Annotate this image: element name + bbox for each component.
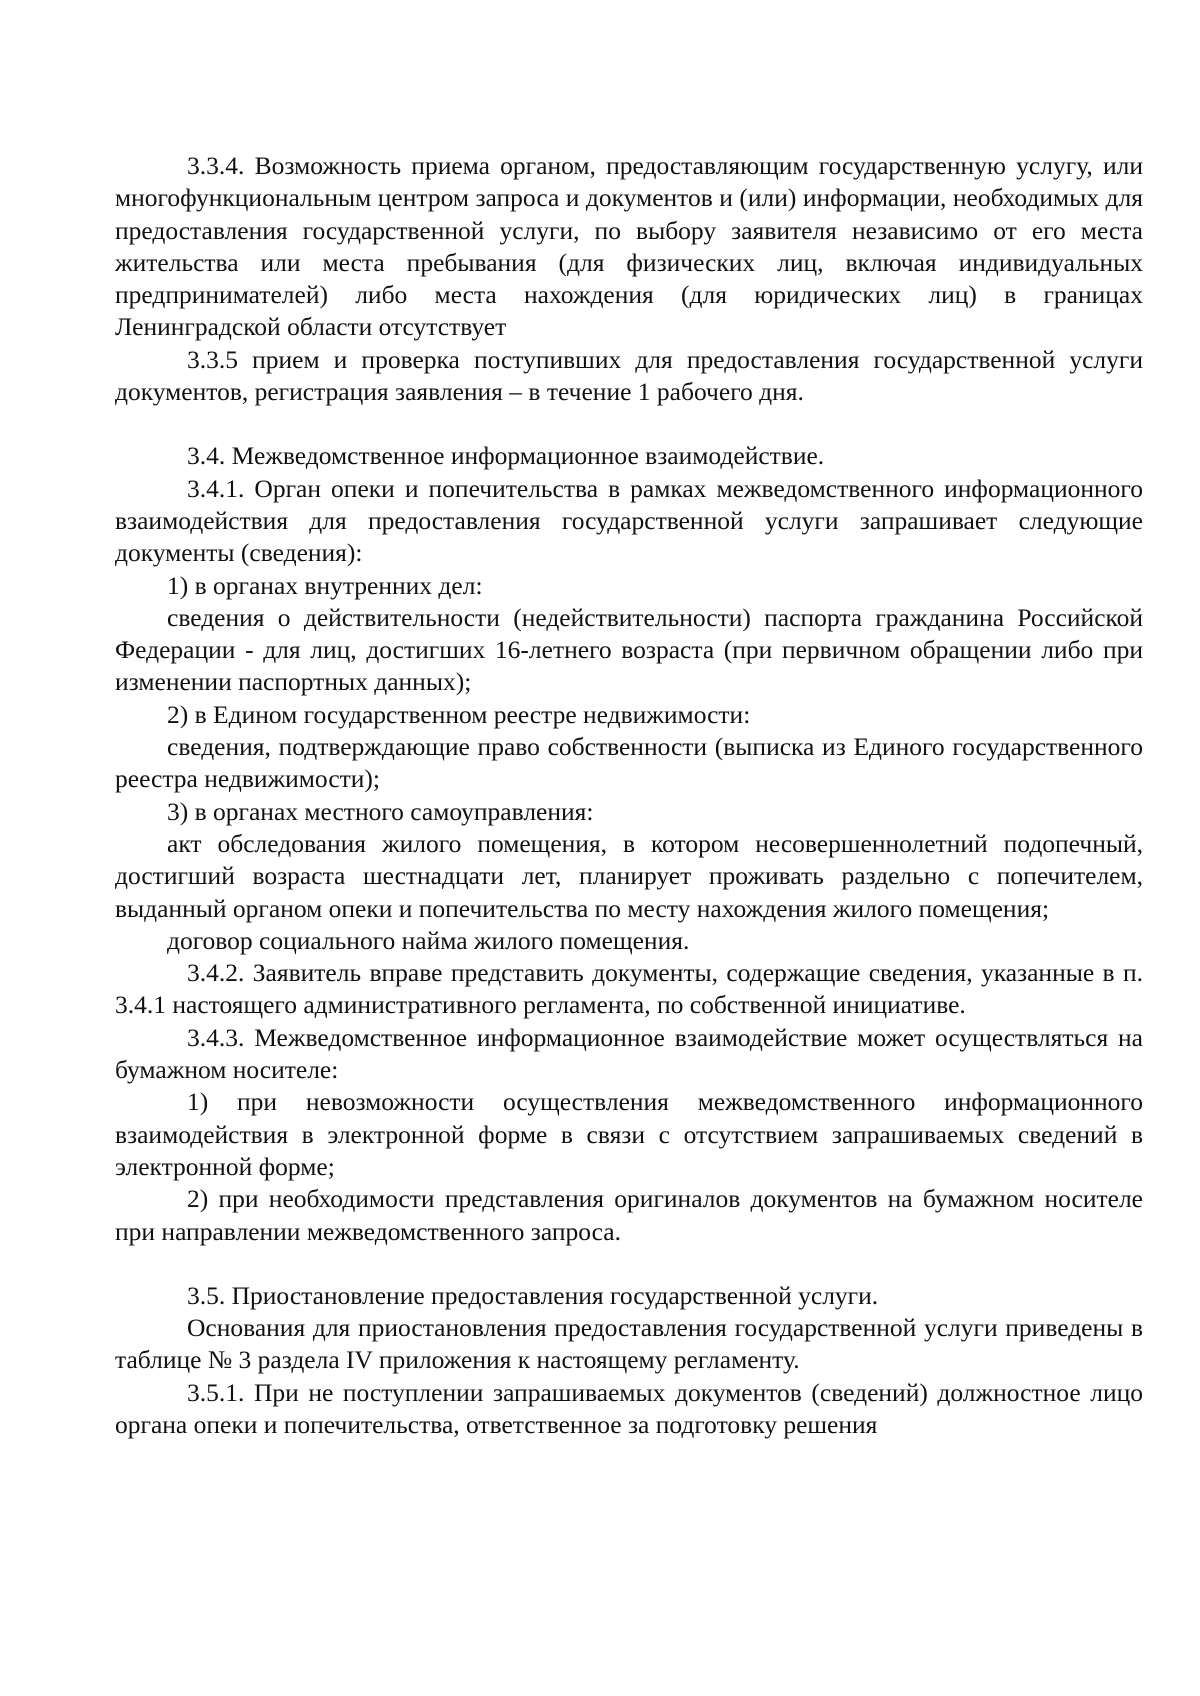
list-item-internal-affairs: 1) в органах внутренних дел: xyxy=(167,570,483,600)
section-heading-3-4: 3.4. Межведомственное информационное взаимодействие. xyxy=(187,441,825,471)
paragraph-3-3-4: 3.3.4. Возможность приема органом, предоставляющим государственную услугу, или многофункциональным центром запроса и документов и (или) информации, необходимых для предоставления государственной услуги, по выбору заявителя независимо от его места жительства или места пребывания (для физических лиц, включая индивидуальных предпринимателей) либо места нахождения (для юридических лиц) в границах Ленинградской области отсутствует xyxy=(115,151,1143,342)
paragraph-passport-validity: сведения о действительности (недействительности) паспорта гражданина Российской Федерации - для лиц, достигших 16-летнего возраста (при первичном обращении либо при изменении паспортных данных); xyxy=(115,602,1143,697)
section-heading-3-5: 3.5. Приостановление предоставления государственной услуги. xyxy=(187,1280,879,1310)
list-item-electronic-unavailable: 1) при невозможности осуществления межведомственного информационного взаимодействия в электронной форме в связи с отсутствием запрашиваемых сведений в электронной форме; xyxy=(115,1087,1143,1181)
paragraph-3-4-1: 3.4.1. Орган опеки и попечительства в рамках межведомственного информационного взаимодействия для предоставления государственной услуги запрашивает следующие документы (сведения): xyxy=(115,473,1143,568)
list-item-local-government: 3) в органах местного самоуправления: xyxy=(167,796,594,826)
document-body xyxy=(115,150,1143,1441)
paragraph-3-4-2: 3.4.2. Заявитель вправе представить документы, содержащие сведения, указанные в п. 3.4.1 настоящего административного регламента, по собственной инициативе. xyxy=(115,958,1143,1020)
paragraph-social-lease: договор социального найма жилого помещения. xyxy=(167,925,690,955)
paragraph-suspension-grounds: Основания для приостановления предоставления государственной услуги приведены в таблице № 3 раздела IV приложения к настоящему регламенту. xyxy=(115,1313,1143,1375)
paragraph-inspection-act: акт обследования жилого помещения, в котором несовершеннолетний подопечный, достигший возраста шестнадцати лет, планирует проживать раздельно с попечителем, выданный органом опеки и попечительства по месту нахождения жилого помещения; xyxy=(115,828,1143,923)
paragraph-ownership-info: сведения, подтверждающие право собственности (выписка из Единого государственного реестра недвижимости); xyxy=(115,732,1143,794)
list-item-real-estate-registry: 2) в Едином государственном реестре недвижимости: xyxy=(167,699,751,729)
list-item-originals-required: 2) при необходимости представления оригиналов документов на бумажном носителе при направлении межведомственного запроса. xyxy=(115,1184,1143,1246)
paragraph-3-4-3: 3.4.3. Межведомственное информационное взаимодействие может осуществляться на бумажном носителе: xyxy=(115,1022,1143,1085)
paragraph-3-5-1: 3.5.1. При не поступлении запрашиваемых документов (сведений) должностное лицо органа опеки и попечительства, ответственное за подготовку решения xyxy=(115,1377,1143,1439)
paragraph-3-3-5: 3.3.5 прием и проверка поступивших для предоставления государственной услуги документов, регистрация заявления – в течение 1 рабочего дня. xyxy=(115,344,1143,407)
